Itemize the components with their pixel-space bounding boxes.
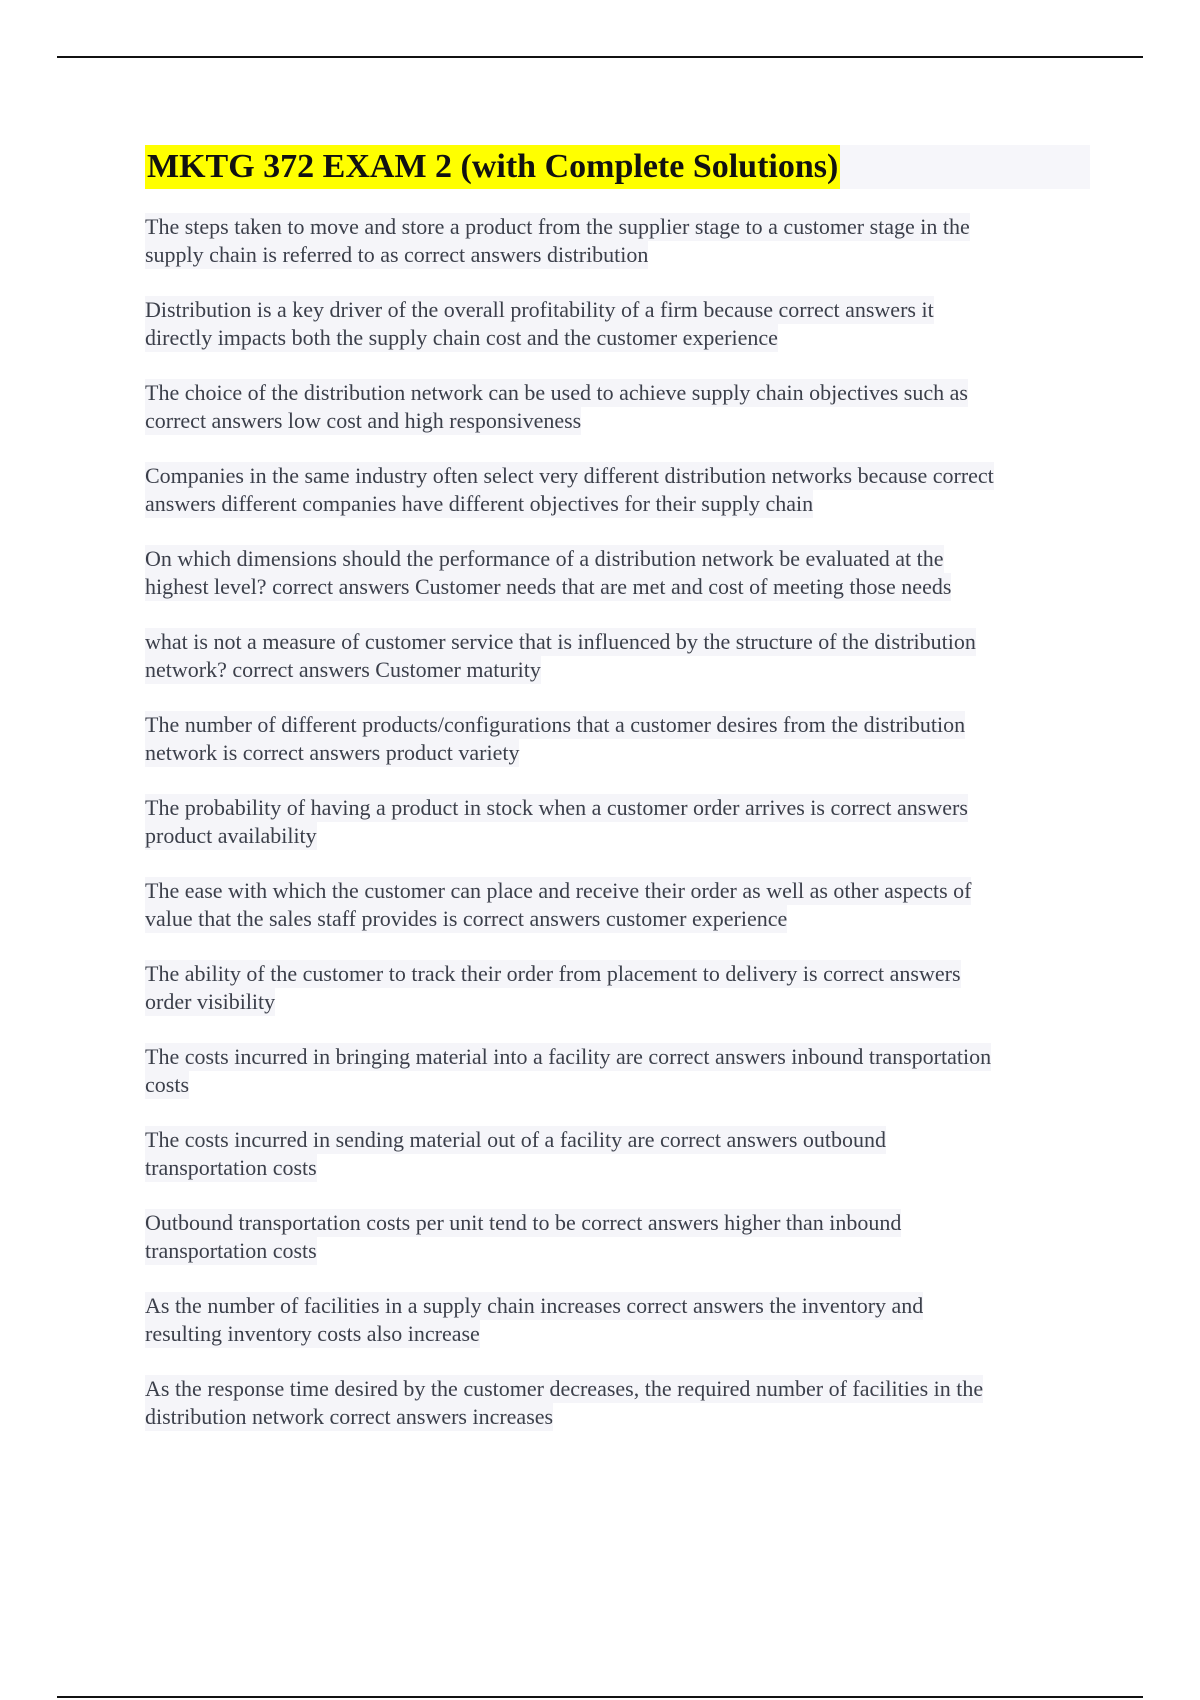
qa-line: answers different companies have different objectives for their supply chain: [145, 491, 814, 516]
qa-line: As the number of facilities in a supply chain increases correct answers the inventory and: [145, 1293, 924, 1318]
qa-line: what is not a measure of customer service that is influenced by the structure of the distribution: [145, 629, 976, 654]
qa-item: [145, 877, 1090, 933]
qa-line: As the response time desired by the customer decreases, the required number of facilities in the: [145, 1376, 984, 1401]
qa-line: correct answers low cost and high responsiveness: [145, 408, 582, 433]
qa-line: costs: [145, 1072, 189, 1097]
qa-item: [145, 711, 1090, 767]
question-answer-list: [145, 213, 1090, 1431]
qa-item: [145, 960, 1090, 1016]
qa-item: [145, 1375, 1090, 1431]
qa-line: The choice of the distribution network can be used to achieve supply chain objectives such as: [145, 380, 968, 405]
qa-item: [145, 462, 1090, 518]
qa-line: The number of different products/configurations that a customer desires from the distribution: [145, 712, 966, 737]
qa-item: [145, 1209, 1090, 1265]
qa-line: Distribution is a key driver of the overall profitability of a firm because correct answers it: [145, 297, 934, 322]
qa-line: product availability: [145, 823, 317, 848]
document-title: MKTG 372 EXAM 2 (with Complete Solutions): [145, 145, 840, 189]
qa-line: resulting inventory costs also increase: [145, 1321, 480, 1346]
qa-line: The costs incurred in sending material out of a facility are correct answers outbound: [145, 1127, 887, 1152]
qa-item: [145, 628, 1090, 684]
qa-item: [145, 379, 1090, 435]
qa-item: [145, 545, 1090, 601]
qa-item: [145, 213, 1090, 269]
qa-line: value that the sales staff provides is correct answers customer experience: [145, 906, 788, 931]
qa-line: The costs incurred in bringing material into a facility are correct answers inbound transportation: [145, 1044, 992, 1069]
qa-line: network? correct answers Customer maturity: [145, 657, 541, 682]
qa-item: [145, 1043, 1090, 1099]
qa-line: highest level? correct answers Customer needs that are met and cost of meeting those needs: [145, 574, 952, 599]
qa-line: Companies in the same industry often select very different distribution networks because correct: [145, 463, 994, 488]
qa-line: transportation costs: [145, 1155, 317, 1180]
qa-item: [145, 794, 1090, 850]
qa-line: The ease with which the customer can place and receive their order as well as other aspects of: [145, 878, 972, 903]
qa-item: [145, 296, 1090, 352]
qa-line: distribution network correct answers increases: [145, 1404, 554, 1429]
document-page: [145, 145, 1090, 1458]
qa-line: The steps taken to move and store a product from the supplier stage to a customer stage in the: [145, 214, 970, 239]
qa-line: The probability of having a product in stock when a customer order arrives is correct answers: [145, 795, 968, 820]
qa-line: supply chain is referred to as correct answers distribution: [145, 242, 649, 267]
qa-line: transportation costs: [145, 1238, 317, 1263]
qa-line: The ability of the customer to track their order from placement to delivery is correct answers: [145, 961, 961, 986]
qa-item: [145, 1126, 1090, 1182]
top-rule: [57, 56, 1143, 58]
qa-line: order visibility: [145, 989, 276, 1014]
qa-item: [145, 1292, 1090, 1348]
qa-line: On which dimensions should the performance of a distribution network be evaluated at the: [145, 546, 944, 571]
title-row: [145, 145, 1090, 189]
qa-line: directly impacts both the supply chain cost and the customer experience: [145, 325, 778, 350]
bottom-rule: [57, 1696, 1143, 1698]
qa-line: network is correct answers product variety: [145, 740, 520, 765]
qa-line: Outbound transportation costs per unit tend to be correct answers higher than inbound: [145, 1210, 902, 1235]
